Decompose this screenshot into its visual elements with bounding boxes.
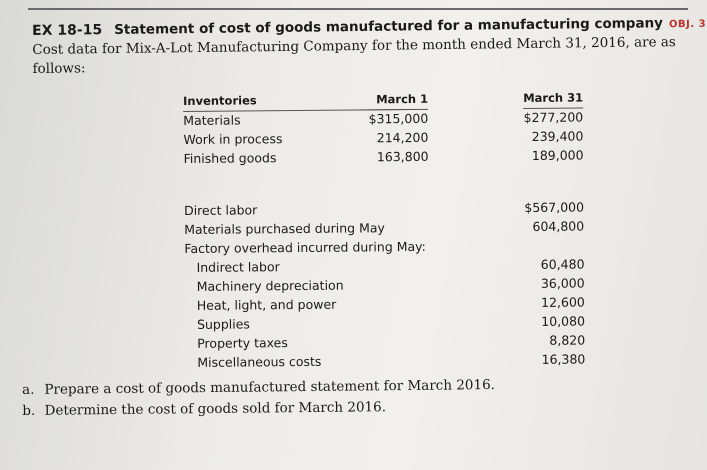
cost-data-table — [183, 89, 585, 372]
row-march-1: 214,200 — [376, 129, 429, 146]
row-march-31: 189,000 — [531, 147, 584, 163]
row-label: Factory overhead incurred during May: — [184, 238, 426, 256]
table-row — [185, 349, 585, 371]
row-value: 60,480 — [540, 256, 585, 272]
row-value: 36,000 — [540, 275, 585, 291]
row-march-31: 239,400 — [531, 128, 584, 144]
question-text: Prepare a cost of goods manufactured statement for March 2016. — [44, 377, 496, 398]
row-label: Miscellaneous costs — [197, 353, 322, 370]
header-march-1: March 1 — [358, 90, 428, 111]
row-value: 12,600 — [541, 294, 585, 310]
header-march-31: March 31 — [523, 89, 583, 110]
row-label: Work in process — [183, 131, 283, 147]
question-letter: a. — [22, 381, 35, 398]
table-row — [183, 146, 583, 168]
row-value: $567,000 — [524, 199, 585, 216]
row-label: Machinery depreciation — [196, 277, 344, 294]
row-label: Direct labor — [183, 202, 258, 218]
question-text: Determine the cost of goods sold for March 2016. — [44, 399, 387, 419]
row-value: 10,080 — [541, 313, 586, 329]
row-label: Heat, light, and power — [196, 296, 337, 313]
question-letter: b. — [22, 402, 36, 419]
exercise-title: Statement of cost of goods manufactured for a manufacturing company — [114, 15, 664, 38]
row-value: 8,820 — [549, 332, 586, 348]
row-label: Materials purchased during May — [184, 220, 385, 237]
row-label: Property taxes — [197, 335, 288, 351]
row-march-1: 163,800 — [376, 148, 429, 165]
exercise-number: EX 18-15 — [32, 22, 103, 39]
top-rule — [28, 8, 688, 10]
row-march-1: $315,000 — [368, 110, 429, 127]
row-label: Indirect labor — [196, 259, 280, 275]
intro-text: Cost data for Mix-A-Lot Manufacturing Company for the month ended March 31, 2016, are as follows: — [32, 34, 676, 77]
objective-badge: OBJ. 3 — [668, 18, 707, 31]
row-label: Finished goods — [183, 150, 277, 166]
row-label: Materials — [183, 112, 241, 128]
header-inventories: Inventories — [183, 90, 408, 112]
row-label: Supplies — [196, 316, 250, 332]
row-value: 16,380 — [541, 351, 586, 367]
questions-list — [22, 373, 662, 422]
row-march-31: $277,200 — [523, 109, 584, 126]
exercise-header — [32, 12, 707, 79]
row-value: 604,800 — [532, 218, 585, 234]
